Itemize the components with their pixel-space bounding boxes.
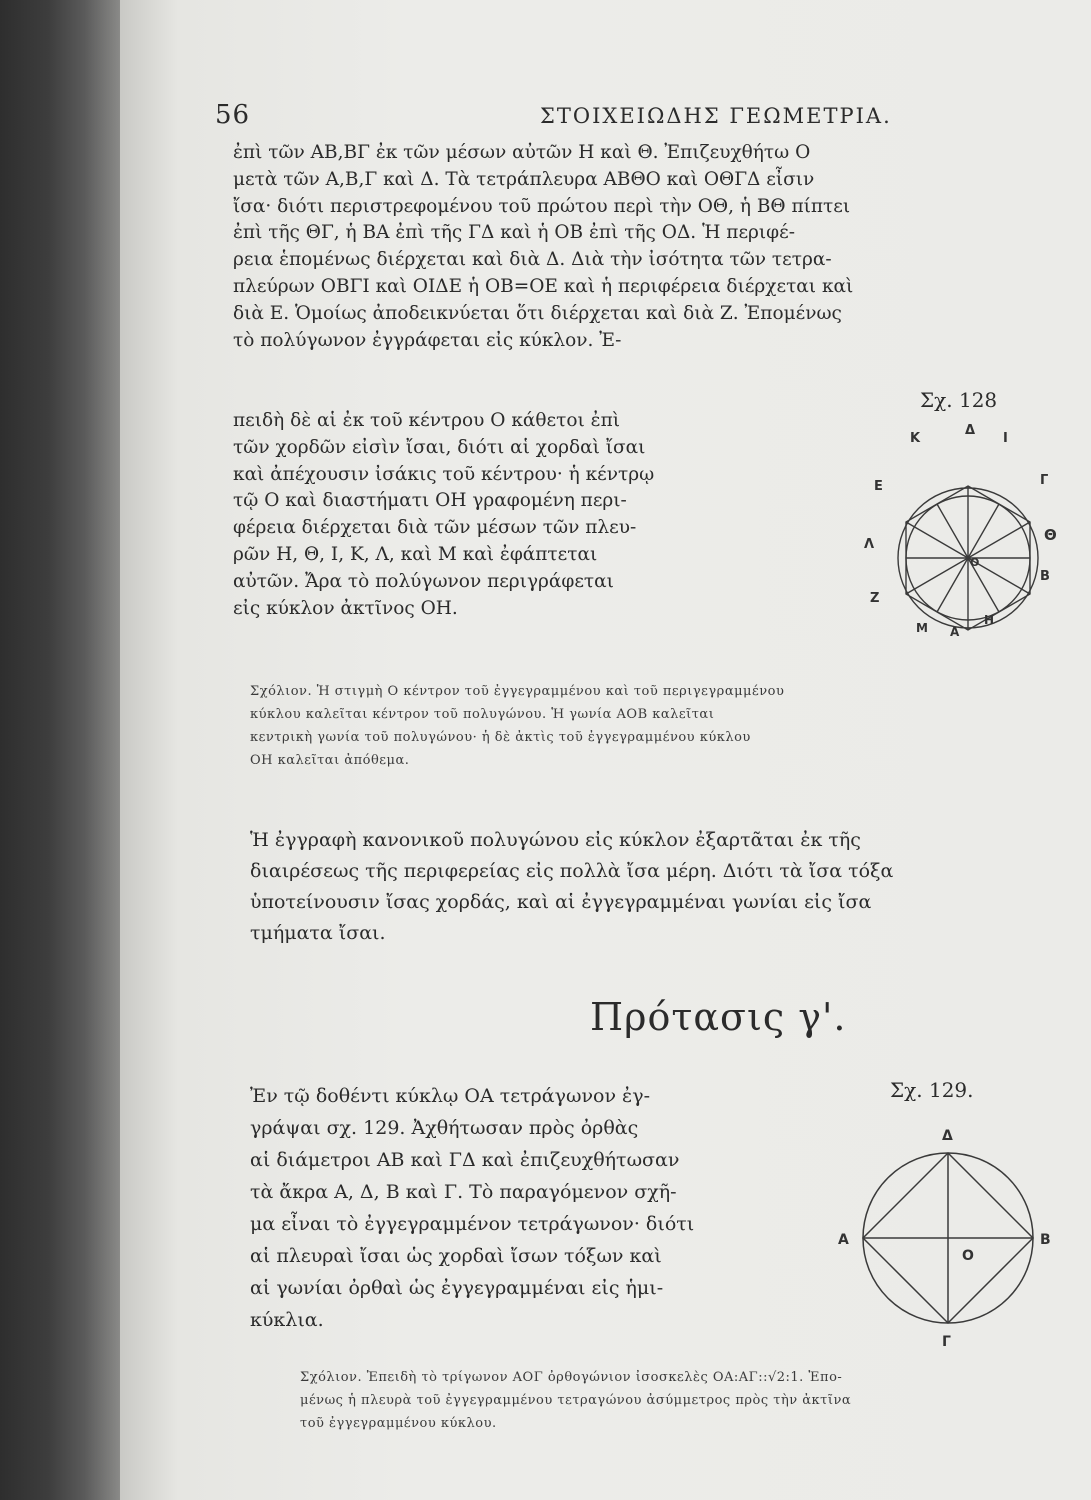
paragraph-2 [250,825,1070,949]
text-line: ὑποτείνουσιν ἴσας χορδάς, καὶ αἱ ἐγγεγραμμέναι γωνίαι εἰς ἴσα [250,891,872,913]
text-line: φέρεια διέρχεται διὰ τῶν μέσων τῶν πλευ- [233,517,637,539]
text-line: καὶ ἀπέχουσιν ἰσάκις τοῦ κέντρου· ἡ κέντρῳ [233,463,655,485]
label-eta: Η [984,613,995,627]
label-mu: Μ [916,621,928,635]
text-line: τὰ ἄκρα Α, Δ, Β καὶ Γ. Τὸ παραγόμενον σχῆ- [250,1181,677,1203]
text-line: ἴσα· διότι περιστρεφομένου τοῦ πρώτου περὶ τὴν ΟΘ, ἡ ΒΘ πίπτει [233,195,851,217]
label-omicron: Ο [970,556,980,569]
text-line: αἱ γωνίαι ὀρθαὶ ὡς ἐγγεγραμμέναι εἰς ἡμι- [250,1277,664,1299]
running-title: ΣΤΟΙΧΕΙΩΔΗΣ ΓΕΩΜΕΤΡΙΑ. [540,104,892,128]
text-line: διαιρέσεως τῆς περιφερείας εἰς πολλὰ ἴσα μέρη. Διότι τὰ ἴσα τόξα [250,860,894,882]
label-beta: Β [1040,1232,1051,1248]
text-line: αὐτῶν. Ἄρα τὸ πολύγωνον περιγράφεται [233,570,614,592]
figure-128-caption: Σχ. 128 [920,388,998,412]
label-lambda: Λ [864,537,875,552]
text-line: γράψαι σχ. 129. Ἀχθήτωσαν πρὸς ὀρθὰς [250,1117,639,1139]
label-delta: Δ [942,1128,953,1144]
figure-129-caption: Σχ. 129. [890,1078,974,1102]
label-alpha: Α [838,1232,849,1248]
text-line: αἱ πλευραὶ ἴσαι ὡς χορδαὶ ἴσων τόξων καὶ [250,1245,662,1267]
scholion-1 [250,680,1070,772]
note-line: κύκλου καλεῖται κέντρον τοῦ πολυγώνου. Ἡ γωνία ΑΟΒ καλεῖται [250,707,715,722]
text-line: κύκλια. [250,1309,324,1331]
note-line: τοῦ ἐγγεγραμμένου κύκλου. [300,1416,497,1431]
section-title: Πρότασις γ'. [590,995,847,1039]
paragraph-3 [250,1080,810,1336]
figure-128 [860,388,1060,660]
hexagon-inscribed-circumscribed-diagram [860,420,1060,650]
text-line: Ἐν τῷ δοθέντι κύκλῳ ΟΑ τετράγωνον ἐγ- [250,1085,651,1107]
text-line: ρῶν Η, Θ, Ι, Κ, Λ, καὶ Μ καὶ ἐφάπτεται [233,543,598,565]
label-zeta: Ζ [870,591,880,606]
text-line: ἐπὶ τῆς ΘΓ, ἡ ΒΑ ἐπὶ τῆς ΓΔ καὶ ἡ ΟΒ ἐπὶ τῆς ΟΔ. Ἡ περιφέ- [233,222,795,244]
page-header [215,100,1075,140]
note-line: ΟΗ καλεῖται ἀπόθεμα. [250,753,410,768]
paragraph-1-wrapped [233,408,823,622]
label-alpha: Α [950,625,960,639]
text-line: μετὰ τῶν Α,Β,Γ καὶ Δ. Τὰ τετράπλευρα ΑΒΘΟ καὶ ΟΘΓΔ εἶσιν [233,168,815,190]
text-line: τμήματα ἴσαι. [250,922,386,944]
label-iota: Ι [1003,431,1008,446]
text-line: ἐπὶ τῶν ΑΒ,ΒΓ ἐκ τῶν μέσων αὐτῶν Η καὶ Θ. Ἐπιζευχθήτω Ο [233,142,811,163]
text-line: ρεια ἑπομένως διέρχεται καὶ διὰ Δ. Διὰ τὴν ἰσότητα τῶν τετρα- [233,249,832,271]
note-line: Σχόλιον. Ἡ στιγμὴ Ο κέντρον τοῦ ἐγγεγραμμένου καὶ τοῦ περιγεγραμμένου [250,684,785,699]
paragraph-1-full-width [233,140,1073,354]
label-omicron: Ο [962,1248,974,1264]
label-gamma: Γ [942,1334,951,1350]
figure-129 [830,1070,1060,1360]
text-line: τῶν χορδῶν εἰσὶν ἴσαι, διότι αἱ χορδαὶ ἴσαι [233,436,646,458]
note-line: Σχόλιον. Ἐπειδὴ τὸ τρίγωνον ΑΟΓ ὀρθογώνιον ἰσοσκελὲς ΟΑ:ΑΓ::√2:1. Ἐπο- [300,1370,843,1385]
book-spine-shadow [0,0,120,1500]
text-line: διὰ Ε. Ὁμοίως ἀποδεικνύεται ὅτι διέρχεται καὶ διὰ Ζ. Ἐπομένως [233,302,842,324]
text-line: εἰς κύκλον ἀκτῖνος ΟΗ. [233,597,458,619]
label-delta: Δ [965,423,976,438]
label-gamma: Γ [1040,473,1049,488]
inscribed-square-diagram [830,1100,1060,1360]
text-line: αἱ διάμετροι ΑΒ καὶ ΓΔ καὶ ἐπιζευχθήτωσαν [250,1149,680,1171]
page-number: 56 [215,100,251,130]
scholion-2 [300,1366,1070,1435]
label-beta: Β [1040,569,1050,584]
text-line: πειδὴ δὲ αἱ ἐκ τοῦ κέντρου Ο κάθετοι ἐπὶ [233,410,620,431]
label-kappa: Κ [910,431,921,446]
label-epsilon: Ε [874,479,883,494]
label-theta: Θ [1044,526,1057,544]
note-line: κεντρικὴ γωνία τοῦ πολυγώνου· ἡ δὲ ἀκτὶς τοῦ ἐγγεγραμμένου κύκλου [250,730,751,745]
text-line: μα εἶναι τὸ ἐγγεγραμμένον τετράγωνον· διότι [250,1213,695,1235]
note-line: μένως ἡ πλευρὰ τοῦ ἐγγεγραμμένου τετραγώνου ἀσύμμετρος πρὸς τὴν ἀκτῖνα [300,1393,852,1408]
text-line: πλεύρων ΟΒΓΙ καὶ ΟΙΔΕ ἡ ΟΒ=ΟΕ καὶ ἡ περιφέρεια διέρχεται καὶ [233,275,854,297]
text-line: τὸ πολύγωνον ἐγγράφεται εἰς κύκλον. Ἐ- [233,329,622,351]
text-line: Ἡ ἐγγραφὴ κανονικοῦ πολυγώνου εἰς κύκλον ἐξαρτᾶται ἐκ τῆς [250,829,861,851]
text-line: τῷ Ο καὶ διαστήματι ΟΗ γραφομένη περι- [233,490,627,512]
